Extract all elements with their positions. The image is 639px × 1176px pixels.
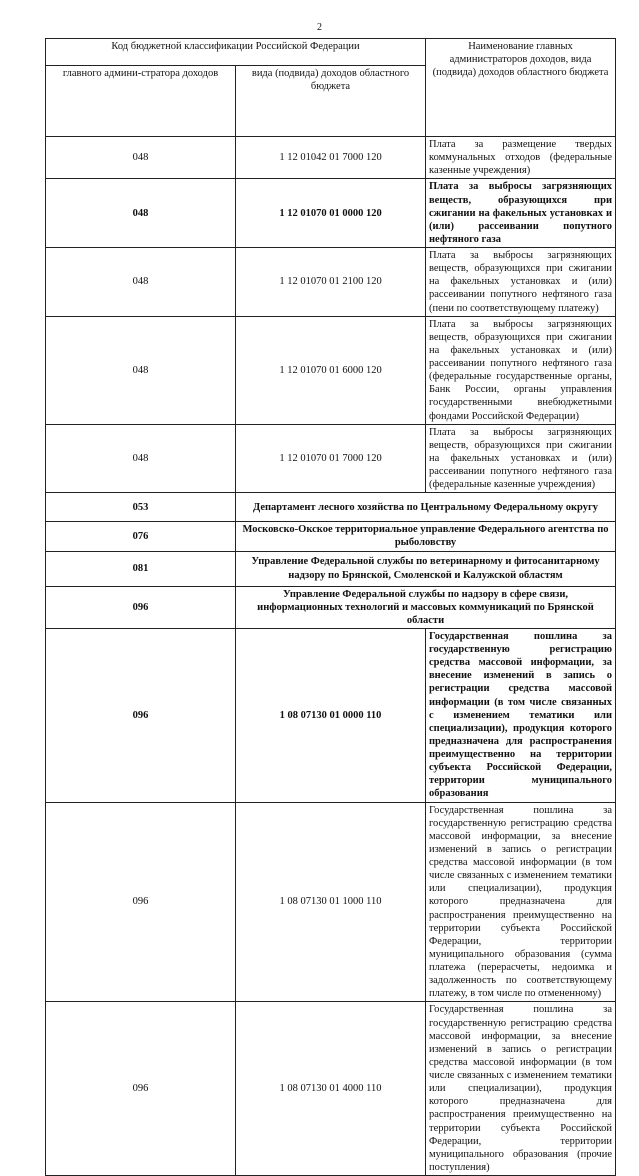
income-code-cell: 1 08 07130 01 0000 110 [236,628,426,802]
page-number: 2 [317,22,322,33]
agency-row [46,586,616,628]
agency-row [46,551,616,586]
agency-name-cell: Управление Федеральной службы по надзору в сфере связи, информационных технологий и массовых коммуникаций по Брянской области [236,586,616,628]
table-header-row-1 [46,39,616,66]
admin-code-cell: 096 [46,586,236,628]
income-code-cell: 1 12 01070 01 6000 120 [236,316,426,424]
admin-code-cell: 048 [46,137,236,179]
table-row [46,137,616,179]
admin-code-cell: 048 [46,248,236,317]
income-code-cell: 1 12 01042 01 7000 120 [236,137,426,179]
income-code-cell: 1 08 07130 01 4000 110 [236,1002,426,1176]
income-name-cell: Плата за размещение твердых коммунальных отходов (федеральные казенные учреждения) [426,137,616,179]
header-admin-column: главного админи-стратора доходов [46,66,236,137]
agency-name-cell: Управление Федеральной службы по ветеринарному и фитосанитарному надзору по Брянской, Смоленской и Калужской областям [236,551,616,586]
income-name-cell: Государственная пошлина за государственную регистрацию средства массовой информации, за внесение изменений в запись о регистрации средства массовой информации (в том числе связанных с изменением тематики или специализации), продукция которого предназначена для распространения преимущественно на территории субъекта Российской Федерации, территории муниципального образования [426,628,616,802]
admin-code-cell: 048 [46,316,236,424]
income-name-cell: Плата за выбросы загрязняющих веществ, образующихся при сжигании на факельных установках и (или) рассеивании попутного нефтяного газа (пени по соответствующему платежу) [426,248,616,317]
agency-name-cell: Департамент лесного хозяйства по Центральному Федеральному округу [236,493,616,522]
admin-code-cell: 048 [46,179,236,248]
admin-code-cell: 096 [46,628,236,802]
admin-code-cell: 053 [46,493,236,522]
header-kind-column: вида (подвида) доходов областного бюджета [236,66,426,137]
admin-code-cell: 048 [46,424,236,493]
income-code-cell: 1 12 01070 01 2100 120 [236,248,426,317]
agency-row [46,522,616,551]
agency-name-cell: Московско-Окское территориальное управление Федерального агентства по рыболовству [236,522,616,551]
agency-row [46,493,616,522]
header-code-group: Код бюджетной классификации Российской Федерации [46,39,426,66]
table-row [46,802,616,1002]
table-row [46,424,616,493]
income-code-cell: 1 12 01070 01 7000 120 [236,424,426,493]
income-name-cell: Плата за выбросы загрязняющих веществ, образующихся при сжигании на факельных установках и (или) рассеивании попутного нефтяного газа [426,179,616,248]
header-name-column: Наименование главных администраторов доходов, вида (подвида) доходов областного бюджета [426,39,616,137]
admin-code-cell: 096 [46,1002,236,1176]
table-row [46,628,616,802]
admin-code-cell: 081 [46,551,236,586]
admin-code-cell: 076 [46,522,236,551]
income-code-cell: 1 12 01070 01 0000 120 [236,179,426,248]
table-row [46,179,616,248]
budget-classification-table [45,38,616,1176]
income-name-cell: Государственная пошлина за государственную регистрацию средства массовой информации, за внесение изменений в запись о регистрации средства массовой информации (в том числе связанных с изменением тематики или специализации), продукция которого предназначена для распространения преимущественно на территории субъекта Российской Федерации, территории муниципального образования (сумма платежа (перерасчеты, недоимка и задолженность по соответствующему платежу, в том числе по отмененному) [426,802,616,1002]
income-name-cell: Плата за выбросы загрязняющих веществ, образующихся при сжигании на факельных установках и (или) рассеивании попутного нефтяного газа (федеральные государственные органы, Банк России, органы управления государственными внебюджетными фондами Российской Федерации) [426,316,616,424]
table-row [46,248,616,317]
income-name-cell: Государственная пошлина за государственную регистрацию средства массовой информации, за внесение изменений в запись о регистрации средства массовой информации (в том числе связанных с изменением тематики или специализации), продукция которого предназначена для распространения преимущественно на территории субъекта Российской Федерации, территории муниципального образования (прочие поступления) [426,1002,616,1176]
admin-code-cell: 096 [46,802,236,1002]
income-name-cell: Плата за выбросы загрязняющих веществ, образующихся при сжигании на факельных установках и (или) рассеивании попутного нефтяного газа (федеральные казенные учреждения) [426,424,616,493]
table-row [46,1002,616,1176]
income-code-cell: 1 08 07130 01 1000 110 [236,802,426,1002]
table-row [46,316,616,424]
